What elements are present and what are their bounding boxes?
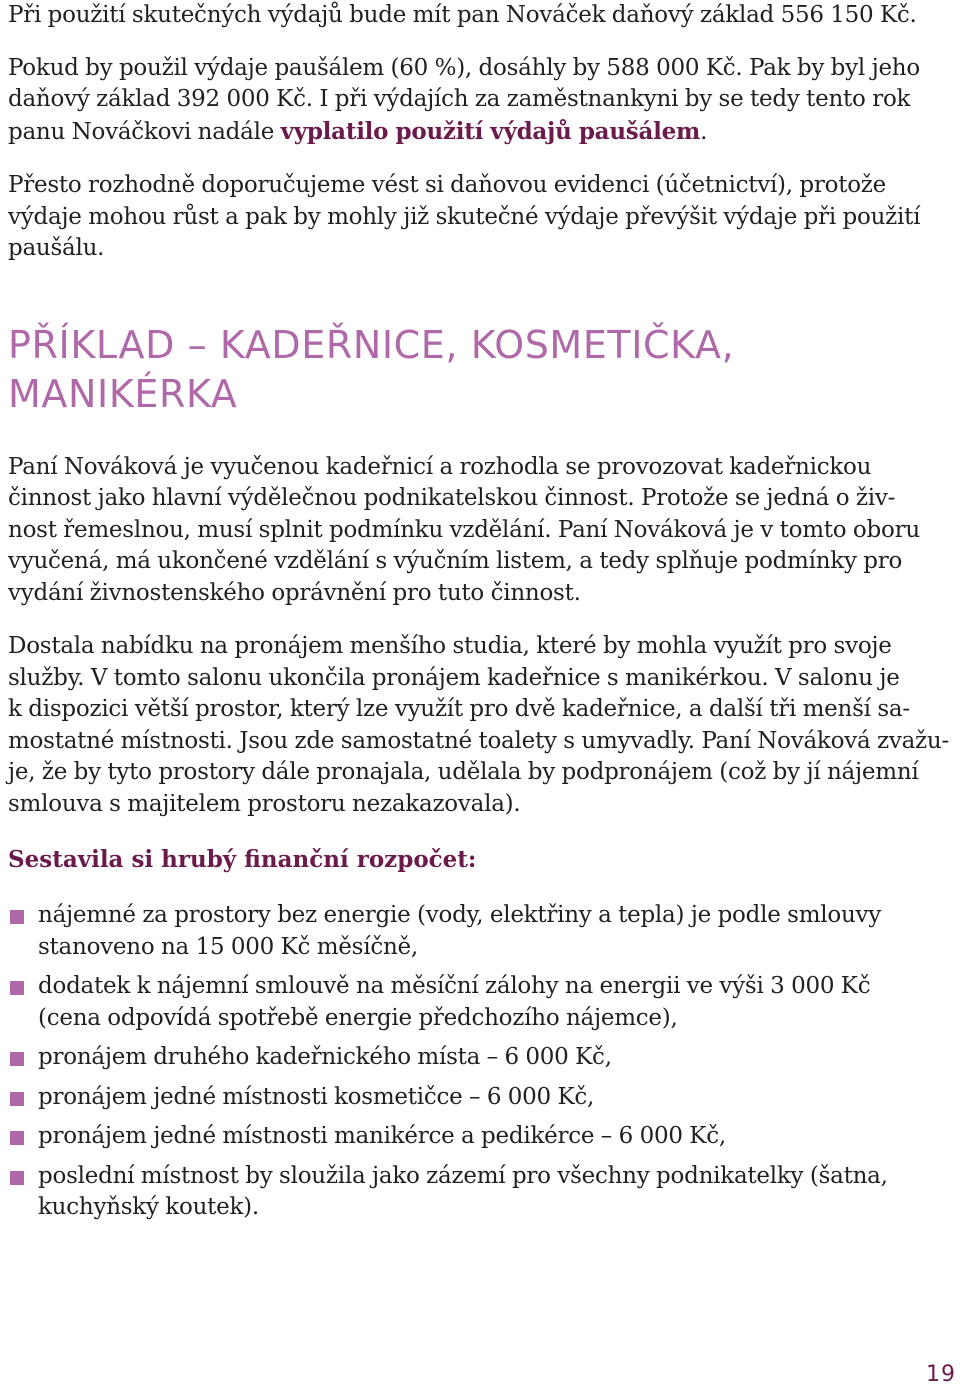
text-line: Pokud by použil výdaje paušálem (60 %), dosáhly by 588 000 Kč. Pak by byl jeho: [8, 54, 920, 81]
text-line: poslední místnost by sloužila jako zázemí pro všechny podnikatelky (šatna,: [38, 1162, 888, 1189]
text-line: mostatné místnosti. Jsou zde samostatné toalety s umyvadly. Paní Nováková zvažu-: [8, 727, 949, 754]
square-bullet-icon: [10, 910, 24, 924]
text-line: paušálu.: [8, 235, 105, 261]
intro-paragraph-2: [8, 53, 953, 149]
text-line: [8, 116, 953, 149]
square-bullet-icon: [10, 1171, 24, 1185]
text-line: (cena odpovídá spotřebě energie předchozího nájemce),: [38, 1004, 678, 1031]
text-line: vydání živnostenského oprávnění pro tuto činnost.: [8, 579, 581, 606]
text-line: dodatek k nájemní smlouvě na měsíční zálohy na energii ve výši 3 000 Kč: [38, 973, 871, 999]
text-line: Při použití skutečných výdajů bude mít pan Nováček daňový základ 556 150 Kč.: [8, 2, 917, 28]
budget-subheading: Sestavila si hrubý finanční rozpočet:: [8, 846, 477, 873]
text-line: je, že by tyto prostory dále pronajala, udělala by podpronájem (což by jí nájemní: [8, 759, 919, 785]
section-paragraph-2: [8, 631, 953, 820]
text-line: daňový základ 392 000 Kč. I při výdajích za zaměstnankyni by se tedy tento rok: [8, 86, 911, 112]
intro-paragraph-1: [8, 0, 953, 32]
emphasis-text: vyplatilo použití výdajů paušálem: [280, 117, 701, 145]
text-line: činnost jako hlavní výdělečnou podnikatelskou činnost. Protože se jedná o živ-: [8, 485, 896, 511]
list-item: [8, 1042, 953, 1074]
list-item: [8, 1082, 953, 1114]
text-line: Dostala nabídku na pronájem menšího studia, které by mohla využít pro svoje: [8, 633, 892, 659]
text-line: smlouva s majitelem prostoru nezakazovala).: [8, 790, 521, 817]
heading-line: PŘÍKLAD – KADEŘNICE, KOSMETIČKA,: [8, 322, 735, 367]
list-item: [8, 971, 953, 1034]
section-heading: [8, 321, 953, 419]
intro-paragraph-3: [8, 170, 953, 265]
list-item: [8, 900, 953, 963]
text-line: nájemné za prostory bez energie (vody, elektřiny a tepla) je podle smlouvy: [38, 902, 882, 928]
text-line: nost řemeslnou, musí splnit podmínku vzdělání. Paní Nováková je v tomto oboru: [8, 516, 920, 543]
list-item: [8, 1121, 953, 1153]
page-number: 19: [926, 1362, 956, 1387]
square-bullet-icon: [10, 1131, 24, 1145]
text-line: výdaje mohou růst a pak by mohly již skutečné výdaje převýšit výdaje při použití: [8, 203, 921, 230]
heading-line: MANIKÉRKA: [8, 371, 238, 416]
text-line: kuchyňský koutek).: [38, 1194, 259, 1220]
text-line: pronájem jedné místnosti kosmetičce – 6 000 Kč,: [38, 1083, 595, 1110]
square-bullet-icon: [10, 1092, 24, 1106]
section-paragraph-1: [8, 452, 953, 610]
text-line: vyučená, má ukončené vzdělání s výučním listem, a tedy splňuje podmínky pro: [8, 548, 903, 574]
text-line: Paní Nováková je vyučenou kadeřnicí a rozhodla se provozovat kadeřnickou: [8, 453, 872, 480]
list-item: [8, 1161, 953, 1224]
text-line: pronájem druhého kadeřnického místa – 6 000 Kč,: [38, 1044, 612, 1070]
budget-list: [8, 900, 953, 1224]
text-line: Přesto rozhodně doporučujeme vést si daňovou evidenci (účetnictví), protože: [8, 172, 887, 198]
text-line: k dispozici větší prostor, který lze využít pro dvě kadeřnice, a další tři menší sa-: [8, 696, 910, 722]
document-page: [8, 0, 953, 1224]
square-bullet-icon: [10, 981, 24, 995]
square-bullet-icon: [10, 1052, 24, 1066]
text-line: pronájem jedné místnosti manikérce a pedikérce – 6 000 Kč,: [38, 1123, 726, 1149]
text-run: panu Nováčkovi nadále: [8, 118, 281, 145]
text-line: stanoveno na 15 000 Kč měsíčně,: [38, 933, 418, 960]
text-run: .: [700, 118, 708, 145]
text-line: služby. V tomto salonu ukončila pronájem kadeřnice s manikérkou. V salonu je: [8, 664, 900, 691]
